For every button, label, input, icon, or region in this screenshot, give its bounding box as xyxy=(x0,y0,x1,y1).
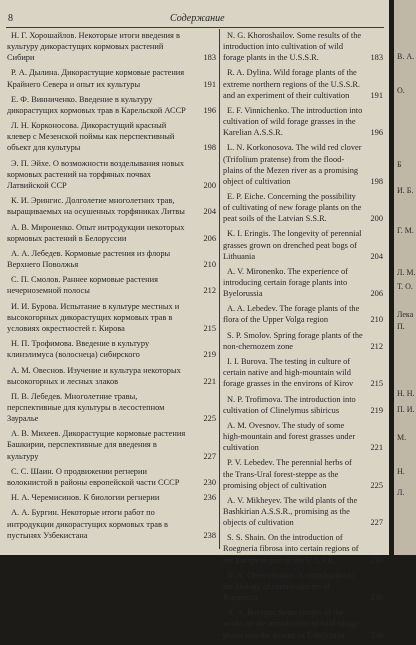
entry-page-number: 219 xyxy=(370,405,383,415)
english-contents-entry xyxy=(223,142,383,186)
entry-title: Р. А. Дылина. Дикорастущие кормовые растения Крайнего Севера и опыт их культуры xyxy=(7,68,185,89)
russian-contents-entry xyxy=(7,428,216,461)
adjacent-page-fragment: Лека xyxy=(397,310,414,319)
entry-title: А. А. Лебедев. Кормовые растения из флоры Верхнего Поволжья xyxy=(7,248,171,269)
entry-page-number: 221 xyxy=(203,376,216,386)
entry-title: A. V. Mikheyev. The wild plants of the Bashkirian A.S.S.R., promising as the objects of cultivation xyxy=(223,495,358,528)
entry-page-number: 198 xyxy=(203,143,216,153)
entry-page-number: 215 xyxy=(370,379,383,389)
entry-page-number: 200 xyxy=(203,180,216,190)
entry-title: E. P. Eiche. Concerning the possibility of cultivating of new forage plants on the peat soils of the Latvian S.S.R. xyxy=(223,191,362,224)
adjacent-page-fragment: Н. Н. xyxy=(397,389,415,398)
entry-page-number: 204 xyxy=(203,207,216,217)
header-rule xyxy=(6,27,384,28)
entry-page-number: 200 xyxy=(370,214,383,224)
russian-contents-entry xyxy=(7,94,216,116)
english-contents-entry xyxy=(223,420,383,453)
entry-page-number: 196 xyxy=(370,128,383,138)
entry-title: Е. Ф. Винниченко. Введение в культуру дикорастущих кормовых трав в Карельской АССР xyxy=(7,94,186,115)
entry-page-number: 212 xyxy=(370,341,383,351)
entry-page-number: 227 xyxy=(203,451,216,461)
english-contents-entry xyxy=(223,105,383,138)
russian-contents-entry xyxy=(7,248,216,270)
entry-title: K. I. Eringis. The longevity of perennial grasses grown on drenched peat bogs of Lithuania xyxy=(223,229,362,261)
entry-title: A. A. Lebedev. The forage plants of the flora of the Upper Volga region xyxy=(223,304,360,325)
russian-contents-entry xyxy=(7,274,216,296)
entry-title: I. I. Burova. The testing in culture of certain native and high-mountain wild forage grasses in the environs of Kirov xyxy=(223,357,354,389)
english-contents-entry xyxy=(223,303,383,325)
entry-title: S. P. Smolov. Spring forage plants of the non-chernozem zone xyxy=(223,330,363,351)
adjacent-page-fragment: Л. М. xyxy=(397,268,416,277)
english-contents-entry xyxy=(223,394,383,416)
english-contents-entry xyxy=(223,266,383,299)
entry-title: П. В. Лебедев. Многолетние травы, перспективные для культуры в лесостепном Зауралье xyxy=(7,391,165,424)
entry-page-number: 238 xyxy=(370,630,383,640)
entry-page-number: 198 xyxy=(370,176,383,186)
entry-title: Л. Н. Корконосова. Дикорастущий красный клевер с Мезенской поймы как перспективный объект для культуры xyxy=(7,121,175,153)
english-contents-entry xyxy=(223,330,383,352)
entry-title: A. M. Ovesnov. The study of some high-mountain and forest grasses under cultivation xyxy=(223,420,356,453)
entry-title: С. П. Смолов. Раннее кормовые растения нечерноземной полосы xyxy=(7,275,158,296)
english-contents-entry xyxy=(223,30,383,63)
entry-page-number: 191 xyxy=(203,79,216,89)
adjacent-page-fragment: Т. О. xyxy=(397,282,413,291)
running-title: Содержание xyxy=(170,13,225,24)
entry-page-number: 206 xyxy=(203,233,216,243)
adjacent-page-fragment: П. И. xyxy=(397,405,415,414)
russian-contents-entry xyxy=(7,120,216,153)
english-contents-entry xyxy=(223,191,383,224)
russian-contents-entry xyxy=(7,507,216,540)
adjacent-page-fragment: В. А. xyxy=(397,52,415,61)
adjacent-page-edge xyxy=(394,0,416,555)
entry-title: E. F. Vinnichenko. The introduction into cultivation of wild forage grasses in the Karelian A.S.S.R. xyxy=(223,105,363,138)
entry-title: S. S. Shain. On the introduction of Roegneria fibrosa into certain regions of the European part of the U.S.S.R. xyxy=(223,533,359,565)
russian-contents-entry xyxy=(7,195,216,217)
entry-page-number: 236 xyxy=(370,593,383,603)
entry-page-number: 230 xyxy=(203,477,216,487)
adjacent-page-fragment: О. xyxy=(397,86,405,95)
adjacent-page-fragment: П. xyxy=(397,322,405,331)
entry-page-number: 225 xyxy=(370,480,383,490)
entry-title: Э. П. Эйхе. О возможности возделывания новых кормовых растений на торфяных почвах Латвийской ССР xyxy=(7,158,185,190)
entry-title: N. G. Khoroshailov. Some results of the introduction into cultivation of wild forage plants in the U.S.S.R. xyxy=(223,31,362,63)
entry-title: К. И. Эрингис. Долголетие многолетних трав, выращиваемых на осушенных торфяниках Литвы xyxy=(7,196,185,217)
entry-title: Н. А. Черемисинов. К биологии регнерии xyxy=(11,493,160,503)
russian-contents-entry xyxy=(7,301,216,334)
russian-contents-entry xyxy=(7,222,216,244)
entry-page-number: 225 xyxy=(203,414,216,424)
entry-title: А. М. Овеснов. Изучение и культура некоторых высокогорных и лесных злаков xyxy=(7,365,181,386)
entry-title: С. С. Шаин. О продвижении регнерии волокнистой в районы европейской части СССР xyxy=(7,466,180,487)
russian-contents-entry xyxy=(7,492,216,503)
adjacent-page-fragment: Н. xyxy=(397,467,405,476)
entry-page-number: 227 xyxy=(370,518,383,528)
russian-contents-entry xyxy=(7,158,216,191)
entry-page-number: 219 xyxy=(203,350,216,360)
adjacent-page-fragment: Г. М. xyxy=(397,226,414,235)
entry-page-number: 212 xyxy=(203,286,216,296)
english-contents-entry xyxy=(223,570,383,603)
english-contents-entry xyxy=(223,532,383,565)
entry-title: N. A. Cheremisinov. A contribution to the biology of certain species of Roegneria xyxy=(223,570,355,603)
russian-contents-column xyxy=(7,30,216,545)
russian-contents-entry xyxy=(7,30,216,63)
entry-page-number: 236 xyxy=(203,493,216,503)
entry-page-number: 204 xyxy=(370,251,383,261)
entry-title: И. И. Бурова. Испытание в культуре местных и высокогорных дикорастущих кормовых трав в условиях окрестностей г. Кирова xyxy=(7,301,180,333)
entry-page-number: 183 xyxy=(203,53,216,63)
entry-page-number: 230 xyxy=(370,555,383,565)
entry-title: A. A. Burygin. Some results of the works on the introduction of wild forage plants into the deserts of Uzbekistan xyxy=(223,608,359,640)
english-contents-entry xyxy=(223,607,383,640)
entry-title: A. V. Mironenko. The experience of introducing certain forage plants into Byelorussia xyxy=(223,266,348,299)
english-contents-entry xyxy=(223,457,383,490)
russian-contents-entry xyxy=(7,391,216,424)
entry-page-number: 183 xyxy=(370,53,383,63)
entry-page-number: 238 xyxy=(203,530,216,540)
column-divider xyxy=(219,29,220,549)
entry-title: R. A. Dylina. Wild forage plants of the extreme northern regions of the U.S.S.R. and an experiment of their cultivation xyxy=(223,68,360,100)
russian-contents-entry xyxy=(7,67,216,89)
entry-page-number: 210 xyxy=(370,315,383,325)
entry-page-number: 206 xyxy=(370,289,383,299)
entry-title: А. В. Мироненко. Опыт интродукции некоторых кормовых растений в Белоруссии xyxy=(7,222,185,243)
entry-title: N. P. Trofimova. The introduction into cultivation of Clinelymus sibiricus xyxy=(223,394,356,415)
adjacent-page-fragment: Л. xyxy=(397,488,405,497)
entry-title: P. V. Lebedev. The perennial herbs of the Trans-Ural forest-steppe as the promising object of cultivation xyxy=(223,458,352,490)
english-contents-entry xyxy=(223,228,383,261)
adjacent-page-fragment: И. Б. xyxy=(397,186,414,195)
entry-title: Н. Г. Хорошайлов. Некоторые итоги введения в культуру дикорастущих кормовых растений Сибири xyxy=(7,31,180,63)
page-number: 8 xyxy=(8,13,13,24)
english-contents-entry xyxy=(223,495,383,528)
entry-page-number: 210 xyxy=(203,260,216,269)
entry-title: А. А. Бургин. Некоторые итоги работ по интродукции дикорастущих кормовых трав в пустынях Узбекистана xyxy=(7,508,168,540)
entry-page-number: 221 xyxy=(370,443,383,453)
russian-contents-entry xyxy=(7,365,216,387)
russian-contents-entry xyxy=(7,466,216,488)
adjacent-page-fragment: М. xyxy=(397,433,407,442)
english-contents-column xyxy=(223,30,383,645)
english-contents-entry xyxy=(223,356,383,389)
entry-title: L. N. Korkonosova. The wild red clover (Trifolium pratense) from the flood-plains of the Mezen river as a promising object of cultivation xyxy=(223,143,362,186)
entry-page-number: 215 xyxy=(203,323,216,333)
entry-page-number: 191 xyxy=(370,90,383,100)
entry-title: А. В. Михеев. Дикорастущие кормовые растения Башкирии, перспективные для введения в культуру xyxy=(7,429,186,461)
english-contents-entry xyxy=(223,67,383,100)
russian-contents-entry xyxy=(7,338,216,360)
entry-title: Н. П. Трофимова. Введение в культуру клинэлимуса (волоснеца) сибирского xyxy=(7,339,150,360)
adjacent-page-fragment: Б xyxy=(397,160,402,169)
entry-page-number: 196 xyxy=(203,105,216,115)
